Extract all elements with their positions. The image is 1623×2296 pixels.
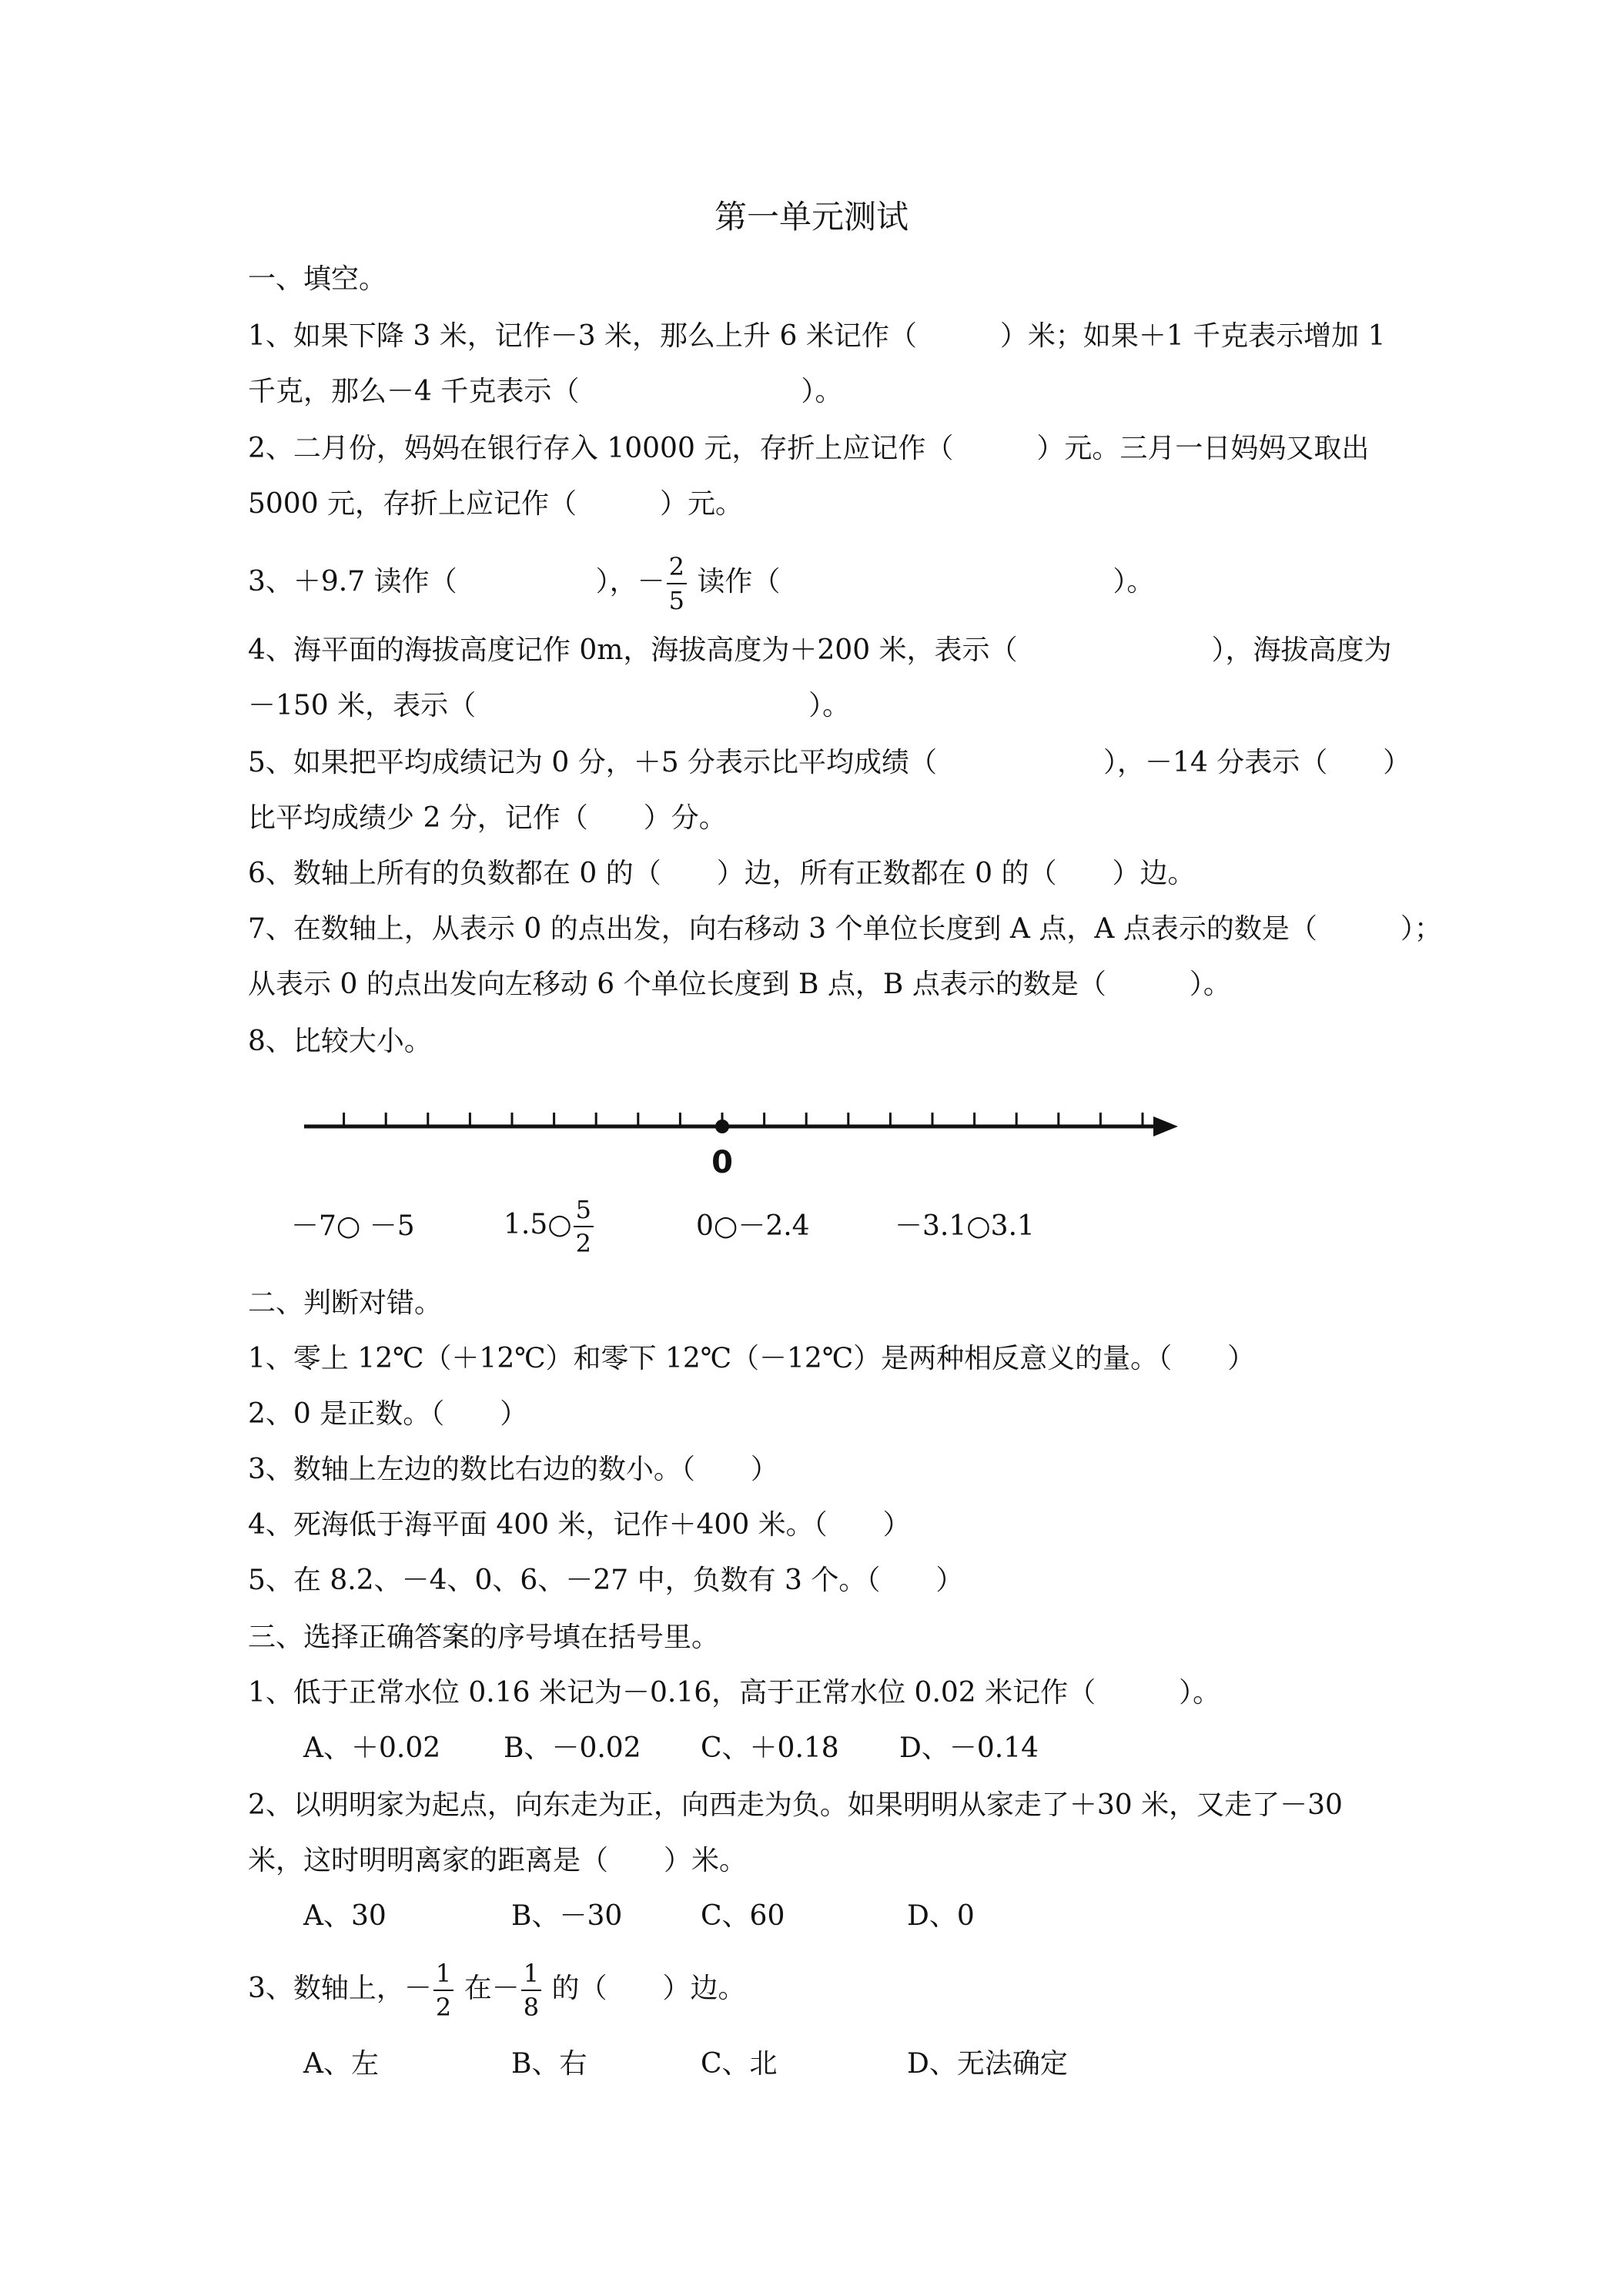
section-heading-judge: 二、判断对错。 xyxy=(248,1287,443,1319)
choice-3-option-a: A、左 xyxy=(303,2048,379,2080)
choice-question-2-line2: 米，这时明明离家的距离是（ ）米。 xyxy=(248,1845,748,1876)
choice-3-part-c: 的（ ）边。 xyxy=(543,1973,746,2004)
choice-3-part-a: 3、数轴上，－ xyxy=(248,1973,432,2004)
question-fill-4-line2: －150 米，表示（ ）。 xyxy=(248,690,851,721)
fraction-numerator: 1 xyxy=(433,1961,453,1991)
choice-2-option-a: A、30 xyxy=(303,1900,387,1932)
judge-item-4: 4、死海低于海平面 400 米，记作＋400 米。（ ） xyxy=(248,1509,911,1541)
fraction-numerator: 5 xyxy=(574,1197,594,1227)
fraction-one-half xyxy=(433,1961,453,2020)
choice-1-option-c: C、＋0.18 xyxy=(701,1732,839,1764)
question-fill-3-sign: － xyxy=(637,566,665,597)
number-line-zero-label: 0 xyxy=(711,1145,733,1180)
fraction-denominator: 2 xyxy=(575,1229,592,1258)
question-fill-7-line1: 7、在数轴上，从表示 0 的点出发，向右移动 3 个单位长度到 A 点，A 点表示的数是（ ）； xyxy=(248,913,1442,945)
choice-1-option-a: A、＋0.02 xyxy=(303,1732,441,1764)
question-fill-1-line2: 千克，那么－4 千克表示（ ）。 xyxy=(248,376,843,407)
judge-item-5: 5、在 8.2、－4、0、6、－27 中，负数有 3 个。（ ） xyxy=(248,1565,964,1596)
compare-item-2-left: 1.5○ xyxy=(504,1209,572,1240)
compare-item-4: －3.1○3.1 xyxy=(895,1210,1035,1242)
number-line-origin-point xyxy=(715,1120,729,1133)
choice-question-1: 1、低于正常水位 0.16 米记为－0.16，高于正常水位 0.02 米记作（ ）。 xyxy=(248,1677,1221,1709)
question-fill-4-line1: 4、海平面的海拔高度记作 0m，海拔高度为＋200 米，表示（ ），海拔高度为 xyxy=(248,634,1392,666)
judge-item-1: 1、零上 12℃（＋12℃）和零下 12℃（－12℃）是两种相反意义的量。（ ） xyxy=(248,1343,1256,1374)
choice-question-3 xyxy=(248,1954,746,2023)
choice-1-option-d: D、－0.14 xyxy=(899,1732,1039,1764)
question-fill-2-line2: 5000 元，存折上应记作（ ）元。 xyxy=(248,488,744,520)
choice-2-option-c: C、60 xyxy=(701,1900,785,1932)
fraction-denominator: 2 xyxy=(435,1993,452,2022)
judge-item-2: 2、0 是正数。（ ） xyxy=(248,1398,528,1430)
question-fill-2-line1: 2、二月份，妈妈在银行存入 10000 元，存折上应记作（ ）元。三月一日妈妈又取出 xyxy=(248,433,1370,464)
section-heading-choice: 三、选择正确答案的序号填在括号里。 xyxy=(248,1622,720,1653)
question-fill-5-line2: 比平均成绩少 2 分，记作（ ）分。 xyxy=(248,802,727,834)
fraction-one-eighth xyxy=(521,1961,541,2020)
question-fill-3-part-a: 3、＋9.7 读作（ ）， xyxy=(248,566,637,597)
question-fill-6: 6、数轴上所有的负数都在 0 的（ ）边，所有正数都在 0 的（ ）边。 xyxy=(248,858,1196,889)
fraction-denominator: 5 xyxy=(668,586,684,615)
question-fill-5-line1: 5、如果把平均成绩记为 0 分，＋5 分表示比平均成绩（ ），－14 分表示（ ） xyxy=(248,747,1411,778)
page-title: 第一单元测试 xyxy=(714,198,909,236)
choice-question-2-line1: 2、以明明家为起点，向东走为正，向西走为负。如果明明从家走了＋30 米，又走了－30 xyxy=(248,1789,1343,1821)
question-fill-1-line1: 1、如果下降 3 米，记作－3 米，那么上升 6 米记作（ ）米；如果＋1 千克表示增加 1 xyxy=(248,320,1386,352)
choice-3-option-b: B、右 xyxy=(511,2048,587,2080)
question-fill-8: 8、比较大小。 xyxy=(248,1026,432,1057)
compare-item-3: 0○－2.4 xyxy=(696,1210,810,1242)
judge-item-3: 3、数轴上左边的数比右边的数小。（ ） xyxy=(248,1454,778,1485)
choice-2-option-b: B、－30 xyxy=(511,1900,623,1932)
choice-3-option-d: D、无法确定 xyxy=(907,2048,1068,2080)
question-fill-3-part-b: 读作（ ）。 xyxy=(688,566,1155,597)
choice-3-part-b: 在－ xyxy=(455,1973,520,2004)
fraction-numerator: 2 xyxy=(667,554,687,584)
choice-2-option-d: D、0 xyxy=(907,1900,975,1932)
fraction-denominator: 8 xyxy=(523,1993,540,2022)
question-fill-7-line2: 从表示 0 的点出发向左移动 6 个单位长度到 B 点，B 点表示的数是（ ）。 xyxy=(248,969,1231,1000)
number-line-arrow xyxy=(1153,1116,1178,1136)
compare-item-1: －7○ －5 xyxy=(291,1210,415,1242)
fraction-five-halves xyxy=(574,1197,594,1256)
choice-1-option-b: B、－0.02 xyxy=(504,1732,641,1764)
compare-item-2 xyxy=(504,1190,595,1260)
fraction-numerator: 1 xyxy=(521,1961,541,1991)
section-heading-fill: 一、填空。 xyxy=(248,263,387,295)
choice-3-option-c: C、北 xyxy=(701,2048,778,2080)
